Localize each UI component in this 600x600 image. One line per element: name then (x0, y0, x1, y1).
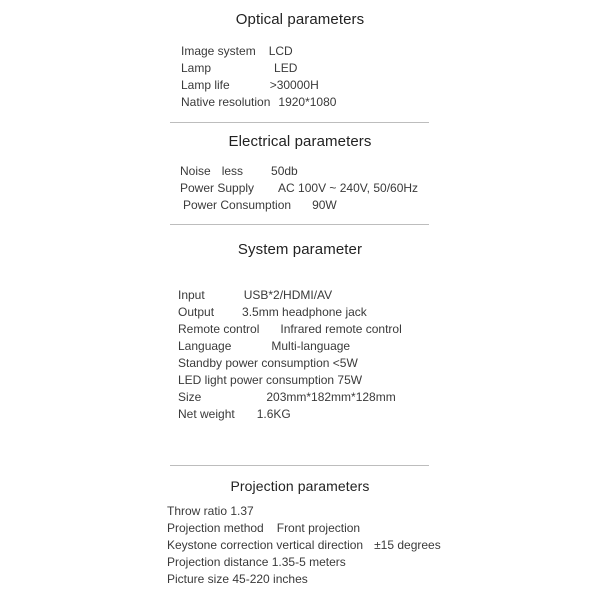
param-value: USB*2/HDMI/AV (243, 288, 333, 302)
param-value: LED (274, 61, 298, 75)
param-value: 203mm*182mm*128mm (266, 390, 396, 404)
param-value: AC 100V ~ 240V, 50/60Hz (278, 181, 419, 195)
param-row: LED light power consumption 75W (178, 373, 363, 387)
section-divider (170, 224, 429, 225)
param-row (183, 198, 337, 212)
param-value: Multi-language (271, 339, 351, 353)
param-label: Net weight (178, 407, 235, 421)
param-row (181, 78, 319, 92)
param-row (178, 339, 350, 353)
param-label: Size (178, 390, 202, 404)
section-title-electrical: Electrical parameters (228, 133, 372, 150)
param-value: 1920*1080 (278, 95, 337, 109)
param-row: Projection distance 1.35-5 meters (167, 555, 346, 569)
param-row (178, 390, 396, 404)
param-label: Keystone correction vertical direction (167, 538, 364, 552)
param-row (180, 181, 418, 195)
param-row (181, 44, 293, 58)
param-value: 50db (271, 164, 298, 178)
section-divider (170, 465, 429, 466)
section-title-optical: Optical parameters (235, 11, 365, 28)
param-value: >30000H (269, 78, 319, 92)
param-label: Lamp life (181, 78, 230, 92)
param-value: LCD (268, 44, 293, 58)
param-label: Image system (181, 44, 256, 58)
section-divider (170, 122, 429, 123)
param-label: Projection method (167, 521, 264, 535)
param-row (167, 538, 441, 552)
param-row: Throw ratio 1.37 (167, 504, 254, 518)
param-label: Language (178, 339, 232, 353)
param-row (178, 305, 367, 319)
param-value: 90W (312, 198, 337, 212)
param-label: Lamp (181, 61, 212, 75)
param-row (178, 322, 402, 336)
param-value: Infrared remote control (280, 322, 402, 336)
param-qualifier: less (221, 164, 244, 178)
param-value: 3.5mm headphone jack (242, 305, 367, 319)
param-row (167, 521, 360, 535)
param-row (181, 61, 297, 75)
param-row (178, 288, 332, 302)
param-label: Noise (180, 164, 211, 178)
param-label: Remote control (178, 322, 260, 336)
param-value: ±15 degrees (374, 538, 441, 552)
param-label: Output (178, 305, 215, 319)
param-label: Power Consumption (183, 198, 292, 212)
param-row (181, 95, 336, 109)
param-value: Front projection (276, 521, 361, 535)
param-label: Power Supply (180, 181, 255, 195)
section-title-projection: Projection parameters (230, 478, 370, 494)
section-title-system: System parameter (237, 241, 363, 258)
param-row (180, 164, 298, 178)
param-row: Standby power consumption <5W (178, 356, 358, 370)
param-value: 1.6KG (256, 407, 291, 421)
param-label: Native resolution (181, 95, 271, 109)
param-row: Picture size 45-220 inches (167, 572, 308, 586)
param-row (178, 407, 291, 421)
param-label: Input (178, 288, 205, 302)
